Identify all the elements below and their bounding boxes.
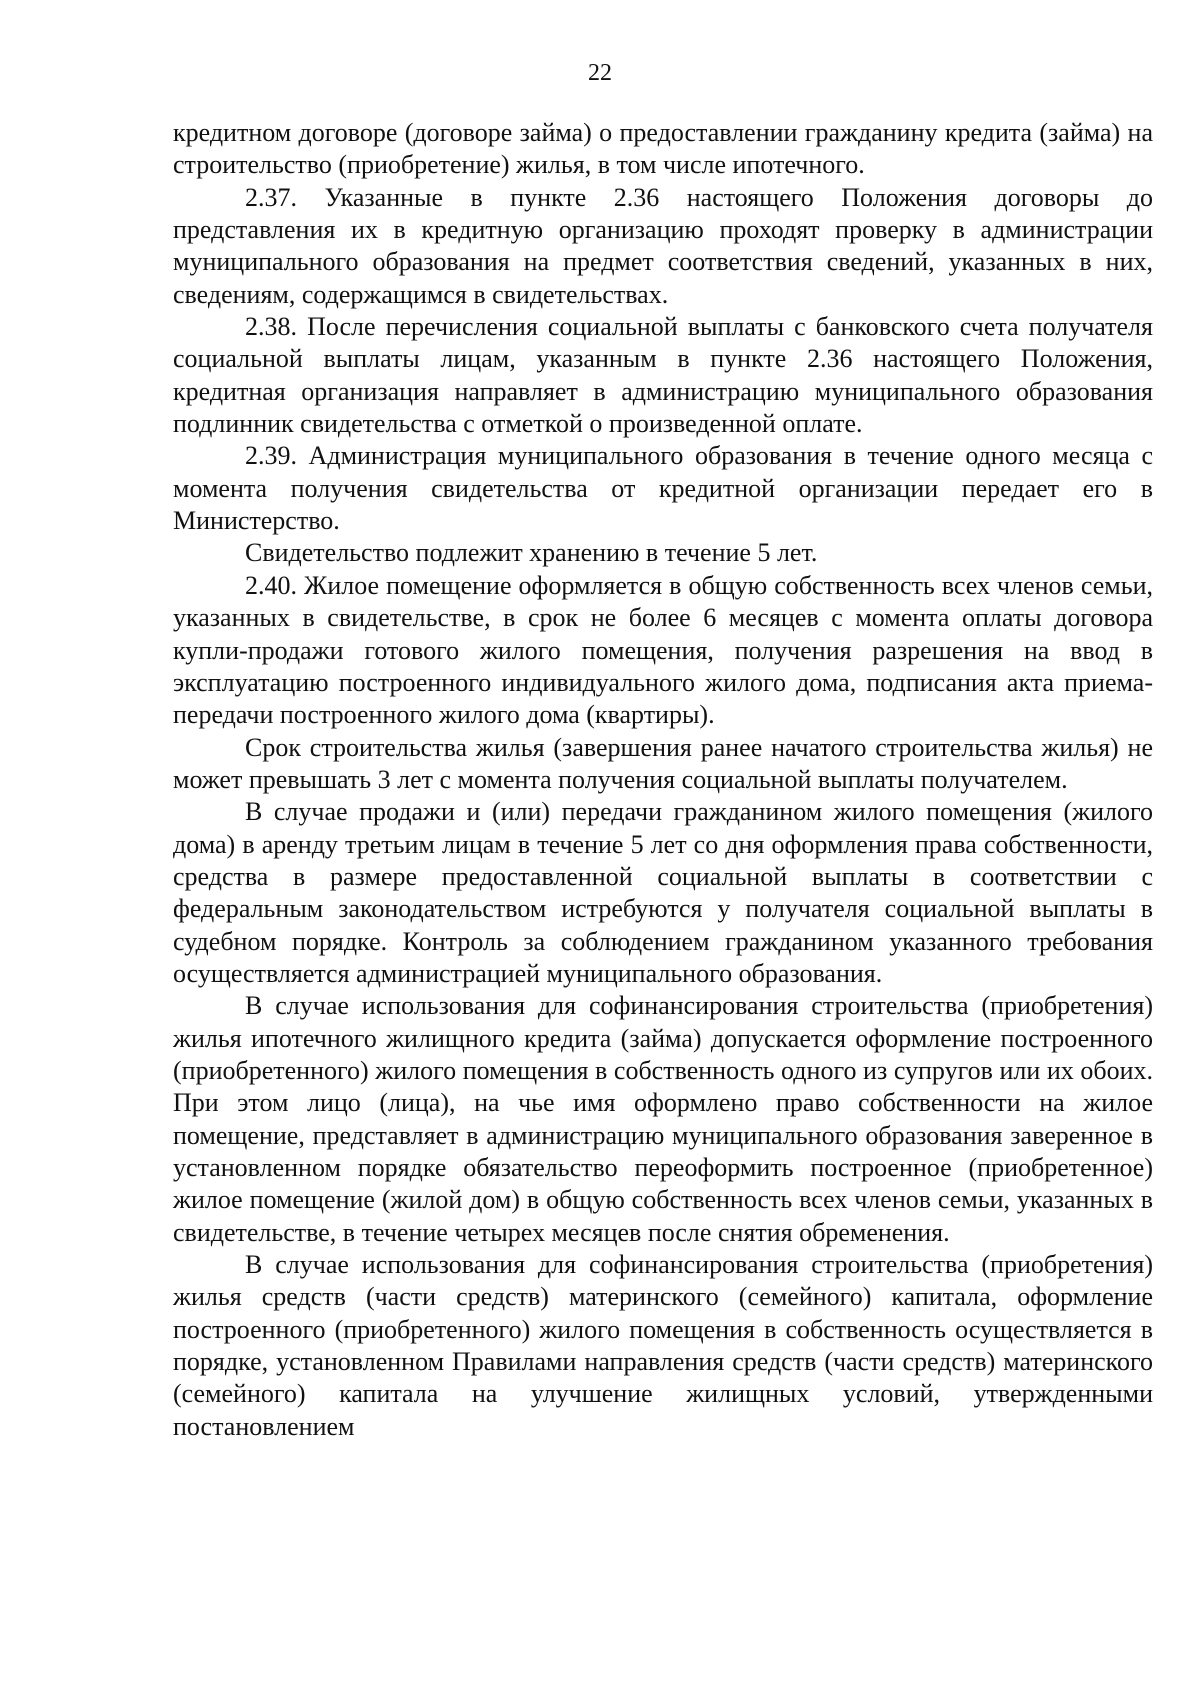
- page-number: 22: [588, 60, 612, 86]
- paragraph-2-39: 2.39. Администрация муниципального образования в течение одного месяца с момента получения свидетельства от кредитной организации передает его в Министерство.: [173, 441, 1153, 536]
- paragraph-construction-term: Срок строительства жилья (завершения ранее начатого строительства жилья) не может превышать 3 лет с момента получения социальной выплаты получателем.: [173, 732, 1153, 794]
- document-body: [173, 117, 1153, 1443]
- paragraph-2-40: 2.40. Жилое помещение оформляется в общую собственность всех членов семьи, указанных в свидетельстве, в срок не более 6 месяцев с момента оплаты договора купли-продажи готового жилого помещения, получения разрешения на ввод в эксплуатацию построенного индивидуального жилого дома, подписания акта приема-передачи построенного жилого дома (квартиры).: [173, 570, 1153, 730]
- paragraph-2-37: 2.37. Указанные в пункте 2.36 настоящего Положения договоры до представления их в кредитную организацию проходят проверку в администрации муниципального образования на предмет соответствия сведений, указанных в них, сведениям, содержащимся в свидетельствах.: [173, 182, 1153, 309]
- paragraph-mortgage: В случае использования для софинансирования строительства (приобретения) жилья ипотечного жилищного кредита (займа) допускается оформление построенного (приобретенного) жилого помещения в собственность одного из супругов или их обоих. При этом лицо (лица), на чье имя оформлено право собственности на жилое помещение, представляет в администрацию муниципального образования заверенное в установленном порядке обязательство переоформить построенное (приобретенное) жилое помещение (жилой дом) в общую собственность всех членов семьи, указанных в свидетельстве, в течение четырех месяцев после снятия обременения.: [173, 991, 1153, 1247]
- paragraph-2-38: 2.38. После перечисления социальной выплаты с банковского счета получателя социальной выплаты лицам, указанным в пункте 2.36 настоящего Положения, кредитная организация направляет в администрацию муниципального образования подлинник свидетельства с отметкой о произведенной оплате.: [173, 312, 1153, 439]
- paragraph-storage-term: Свидетельство подлежит хранению в течение 5 лет.: [245, 538, 818, 568]
- paragraph-sale-transfer: В случае продажи и (или) передачи гражданином жилого помещения (жилого дома) в аренду третьим лицам в течение 5 лет со дня оформления права собственности, средства в размере предоставленной социальной выплаты в соответствии с федеральным законодательством истребуются у получателя социальной выплаты в судебном порядке. Контроль за соблюдением гражданином указанного требования осуществляется администрацией муниципального образования.: [173, 797, 1153, 988]
- paragraph-continuation: кредитном договоре (договоре займа) о предоставлении гражданину кредита (займа) на строительство (приобретение) жилья, в том числе ипотечного.: [173, 118, 1153, 180]
- paragraph-maternity-capital: В случае использования для софинансирования строительства (приобретения) жилья средств (части средств) материнского (семейного) капитала, оформление построенного (приобретенного) жилого помещения в собственность осуществляется в порядке, установленном Правилами направления средств (части средств) материнского (семейного) капитала на улучшение жилищных условий, утвержденными постановлением: [173, 1250, 1153, 1441]
